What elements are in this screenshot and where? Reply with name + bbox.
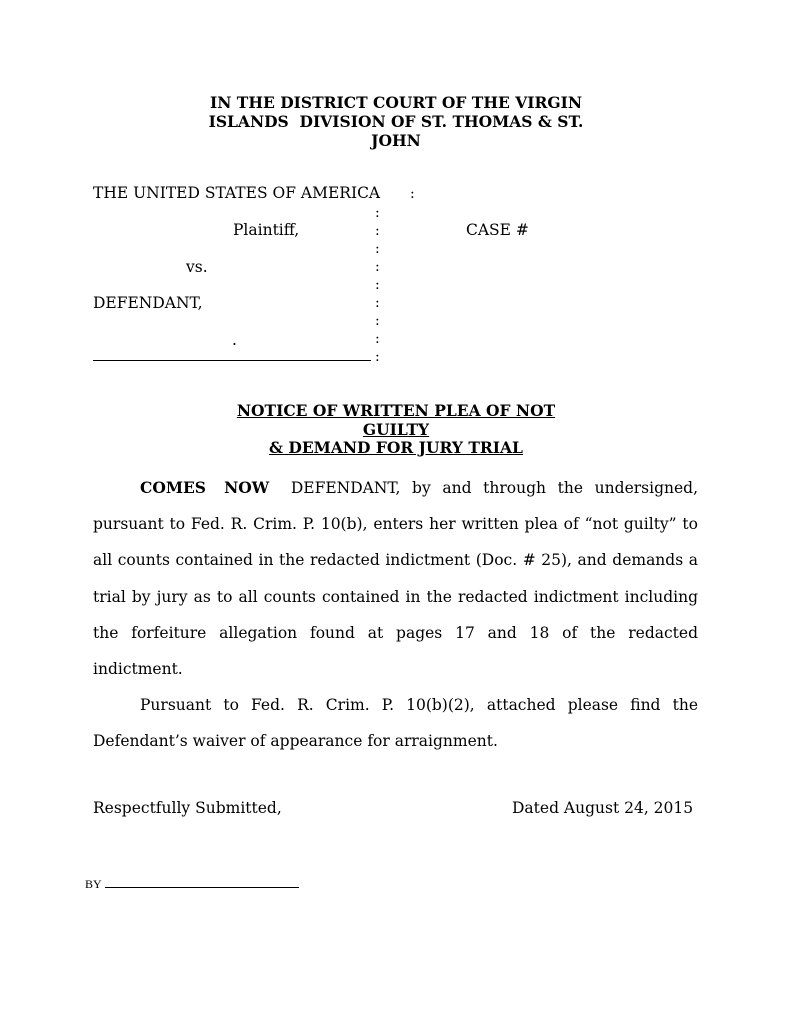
notice-title-line-2: GUILTY xyxy=(362,419,430,439)
caption-colon: : xyxy=(410,186,415,202)
versus-label: vs. xyxy=(186,258,208,276)
caption-colon: : xyxy=(375,241,380,257)
court-title-line-1: IN THE DISTRICT COURT OF THE VIRGIN xyxy=(209,93,583,112)
caption-period: . xyxy=(232,331,237,349)
notice-title xyxy=(196,402,596,458)
caption-colon: : xyxy=(375,259,380,275)
party-plaintiff: THE UNITED STATES OF AMERICA xyxy=(93,184,381,202)
paragraph-waiver xyxy=(93,687,698,759)
paragraph-waiver-text: Pursuant to Fed. R. Crim. P. 10(b)(2), attached please find the Defendant’s waiver of appearance for arraignment. xyxy=(93,696,698,751)
court-title-line-2: ISLANDS DIVISION OF ST. THOMAS & ST. xyxy=(208,112,584,131)
paragraph-plea xyxy=(93,470,698,687)
date-line: Dated August 24, 2015 xyxy=(512,799,694,817)
signature-rule xyxy=(105,877,299,888)
comes-now-lead: COMES NOW xyxy=(140,478,270,497)
court-title xyxy=(196,93,596,150)
by-label: BY xyxy=(85,877,102,891)
caption-colon: : xyxy=(375,349,380,365)
document-body xyxy=(93,470,698,760)
caption-colon: : xyxy=(375,205,380,221)
caption-colon: : xyxy=(375,331,380,347)
case-number-label: CASE # xyxy=(466,221,529,239)
caption-colon: : xyxy=(375,313,380,329)
caption-colon: : xyxy=(375,223,380,239)
court-title-line-3: JOHN xyxy=(371,131,421,150)
paragraph-plea-text: DEFENDANT, by and through the undersigned, pursuant to Fed. R. Crim. P. 10(b), enters her written plea of “not guilty” to all counts contained in the redacted indictment (Doc. # 25), and demands a trial by jury as to all counts contained in the redacted indictment including the forfeiture allegation found at pages 17 and 18 of the redacted indictment. xyxy=(93,479,698,679)
caption-underline xyxy=(93,360,371,361)
plaintiff-role: Plaintiff, xyxy=(233,221,300,239)
caption-colon: : xyxy=(375,295,380,311)
signature-line xyxy=(85,877,299,892)
notice-title-line-1: NOTICE OF WRITTEN PLEA OF NOT xyxy=(236,401,556,420)
caption-colon: : xyxy=(375,277,380,293)
notice-title-line-3: & DEMAND FOR JURY TRIAL xyxy=(269,438,523,457)
party-defendant: DEFENDANT, xyxy=(93,294,203,312)
respectfully-submitted: Respectfully Submitted, xyxy=(93,799,282,817)
